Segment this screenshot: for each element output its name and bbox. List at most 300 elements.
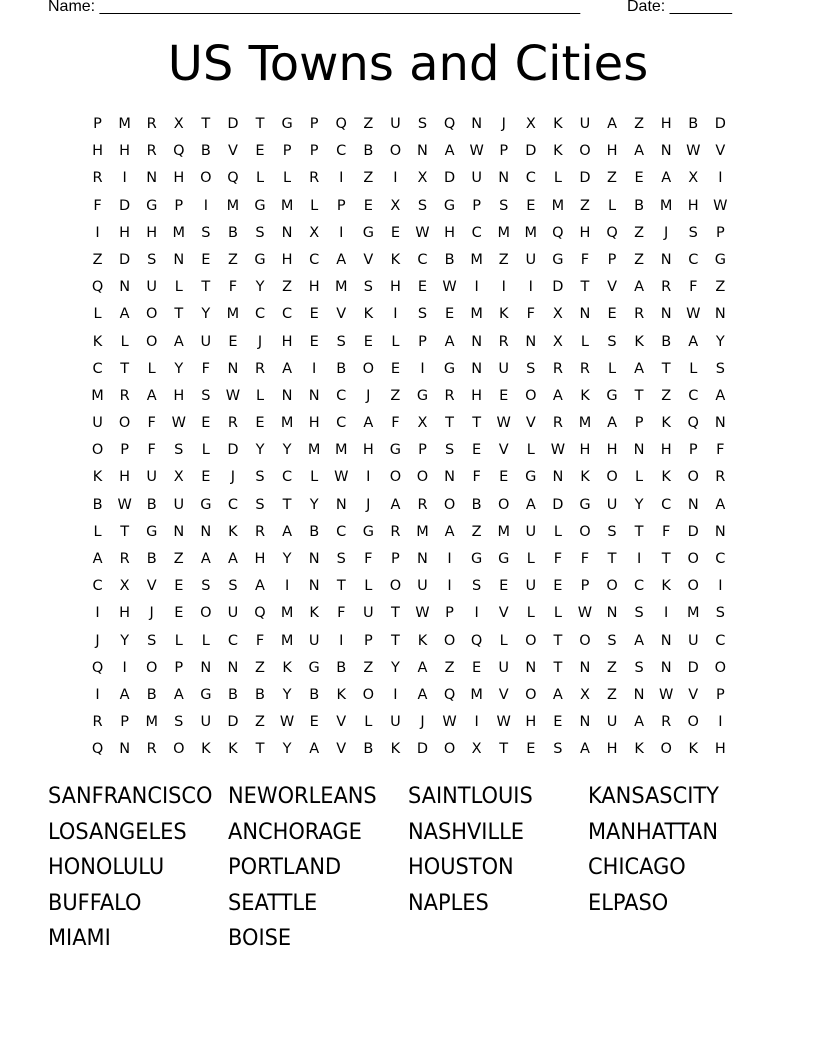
grid-letter: K bbox=[417, 632, 428, 649]
word-list-item: MIAMI bbox=[48, 925, 111, 951]
grid-letter: L bbox=[120, 333, 129, 350]
grid-letter: A bbox=[173, 333, 184, 350]
grid-letter: F bbox=[147, 415, 156, 432]
grid-letter: B bbox=[661, 333, 672, 350]
grid-letter: A bbox=[200, 551, 211, 567]
grid-row bbox=[84, 111, 734, 138]
grid-letter: T bbox=[120, 523, 130, 540]
grid-letter: F bbox=[391, 415, 400, 432]
grid-row bbox=[84, 247, 734, 274]
grid-letter: I bbox=[203, 197, 208, 214]
grid-letter: N bbox=[714, 523, 726, 540]
grid-letter: U bbox=[687, 632, 699, 649]
grid-letter: R bbox=[634, 306, 645, 323]
grid-letter: K bbox=[634, 741, 644, 758]
grid-letter: J bbox=[257, 333, 263, 350]
grid-letter: H bbox=[281, 251, 293, 268]
grid-letter: A bbox=[119, 306, 130, 323]
grid-letter: H bbox=[579, 442, 591, 459]
grid-letter: R bbox=[119, 551, 130, 567]
grid-letter: W bbox=[117, 496, 132, 513]
grid-letter: X bbox=[579, 686, 590, 703]
grid-letter: T bbox=[607, 551, 617, 567]
grid-letter: K bbox=[363, 306, 374, 323]
grid-letter: A bbox=[715, 387, 726, 404]
grid-letter: V bbox=[363, 251, 374, 268]
grid-letter: Y bbox=[201, 306, 211, 323]
grid-letter: S bbox=[255, 496, 265, 513]
grid-letter: O bbox=[145, 333, 158, 350]
grid-letter: T bbox=[201, 279, 211, 296]
grid-letter: R bbox=[552, 360, 563, 377]
grid-letter: R bbox=[309, 170, 320, 187]
grid-letter: L bbox=[364, 578, 373, 595]
grid-letter: M bbox=[497, 224, 510, 241]
grid-letter: Q bbox=[254, 605, 266, 622]
grid-letter: L bbox=[580, 333, 589, 350]
grid-letter: N bbox=[227, 659, 239, 676]
grid-letter: L bbox=[553, 523, 562, 540]
grid-letter: T bbox=[390, 605, 400, 622]
grid-letter: V bbox=[715, 143, 726, 160]
grid-letter: S bbox=[715, 605, 725, 622]
grid-letter: A bbox=[634, 279, 645, 296]
grid-letter: R bbox=[254, 360, 266, 377]
grid-letter: A bbox=[552, 387, 563, 404]
grid-letter: Z bbox=[634, 251, 645, 268]
grid-letter: D bbox=[579, 170, 591, 187]
grid-letter: A bbox=[634, 143, 645, 160]
grid-letter: Z bbox=[255, 714, 265, 731]
grid-letter: G bbox=[146, 523, 158, 540]
grid-letter: T bbox=[445, 415, 454, 432]
grid-letter: E bbox=[499, 578, 509, 595]
grid-letter: P bbox=[93, 116, 102, 132]
grid-letter: P bbox=[472, 197, 481, 214]
grid-letter: A bbox=[579, 741, 590, 758]
grid-letter: A bbox=[173, 686, 184, 703]
grid-letter: T bbox=[634, 523, 644, 540]
word-list-item: MANHATTAN bbox=[588, 818, 718, 845]
grid-letter: P bbox=[363, 632, 373, 649]
grid-letter: T bbox=[499, 741, 509, 758]
grid-letter: G bbox=[146, 197, 158, 214]
grid-letter: A bbox=[417, 659, 428, 676]
grid-letter: E bbox=[472, 659, 482, 676]
grid-letter: H bbox=[119, 224, 131, 241]
grid-letter: B bbox=[146, 551, 157, 567]
grid-letter: A bbox=[661, 170, 672, 187]
grid-letter: H bbox=[525, 714, 537, 731]
grid-letter: Z bbox=[92, 251, 103, 268]
grid-letter: W bbox=[496, 415, 511, 432]
grid-letter: H bbox=[660, 116, 672, 132]
grid-letter: W bbox=[415, 224, 430, 241]
grid-letter: B bbox=[309, 523, 320, 540]
grid-letter: E bbox=[309, 333, 319, 350]
grid-letter: O bbox=[714, 659, 727, 676]
grid-letter: W bbox=[496, 714, 511, 731]
grid-letter: A bbox=[309, 741, 320, 758]
grid-letter: O bbox=[687, 551, 699, 567]
grid-letter: F bbox=[201, 360, 211, 377]
grid-letter: T bbox=[201, 116, 211, 132]
grid-letter: A bbox=[92, 551, 103, 567]
grid-letter: E bbox=[390, 360, 400, 377]
word-list-item: HONOLULU bbox=[48, 854, 165, 880]
grid-letter: M bbox=[118, 116, 131, 132]
grid-letter: N bbox=[444, 469, 455, 486]
grid-letter: H bbox=[687, 197, 699, 214]
grid-letter: R bbox=[498, 333, 509, 350]
grid-letter: E bbox=[499, 387, 509, 404]
grid-letter: L bbox=[283, 170, 292, 187]
grid-letter: F bbox=[364, 551, 373, 567]
grid-letter: N bbox=[335, 496, 347, 513]
grid-letter: D bbox=[119, 251, 131, 268]
grid-letter: L bbox=[201, 442, 210, 459]
grid-letter: W bbox=[686, 143, 701, 160]
grid-letter: O bbox=[118, 415, 131, 432]
grid-letter: R bbox=[444, 387, 455, 404]
grid-letter: K bbox=[553, 116, 563, 132]
grid-letter: H bbox=[173, 170, 185, 187]
grid-letter: R bbox=[92, 170, 103, 187]
grid-letter: T bbox=[174, 306, 184, 323]
grid-letter: E bbox=[390, 224, 400, 241]
grid-letter: E bbox=[201, 251, 211, 268]
grid-letter: U bbox=[227, 605, 239, 622]
grid-letter: N bbox=[119, 741, 131, 758]
grid-letter: F bbox=[580, 551, 590, 567]
grid-letter: R bbox=[661, 714, 672, 731]
grid-letter: F bbox=[255, 632, 265, 649]
grid-letter: R bbox=[661, 279, 672, 296]
grid-letter: L bbox=[526, 551, 535, 567]
grid-letter: I bbox=[474, 605, 479, 622]
grid-letter: I bbox=[393, 170, 398, 187]
word-list bbox=[48, 780, 768, 958]
grid-letter: Z bbox=[282, 279, 293, 296]
grid-letter: N bbox=[498, 170, 510, 187]
grid-letter: P bbox=[418, 442, 427, 459]
grid-letter: R bbox=[119, 387, 130, 404]
grid-letter: Y bbox=[174, 360, 184, 377]
grid-letter: B bbox=[634, 197, 645, 214]
grid-letter: N bbox=[173, 523, 185, 540]
grid-letter: Q bbox=[443, 686, 456, 703]
grid-letter: W bbox=[469, 143, 484, 160]
grid-letter: O bbox=[579, 143, 591, 160]
grid-letter: U bbox=[146, 469, 157, 486]
grid-letter: N bbox=[281, 224, 293, 241]
grid-letter: N bbox=[471, 116, 483, 132]
grid-letter: G bbox=[254, 251, 266, 268]
grid-letter: T bbox=[282, 496, 292, 513]
grid-letter: M bbox=[334, 279, 348, 296]
grid-letter: Z bbox=[363, 170, 374, 187]
grid-letter: C bbox=[227, 496, 238, 513]
grid-letter: P bbox=[688, 442, 698, 459]
grid-letter: L bbox=[174, 632, 183, 649]
grid-letter: P bbox=[715, 224, 725, 241]
grid-letter: M bbox=[524, 224, 538, 241]
grid-letter: S bbox=[526, 360, 536, 377]
grid-letter: I bbox=[122, 659, 127, 676]
grid-letter: K bbox=[336, 686, 346, 703]
grid-letter: L bbox=[255, 170, 265, 187]
grid-letter: E bbox=[363, 197, 373, 214]
grid-letter: E bbox=[309, 714, 319, 731]
grid-letter: O bbox=[525, 387, 537, 404]
grid-letter: J bbox=[664, 224, 669, 241]
grid-letter: H bbox=[308, 279, 320, 296]
grid-letter: K bbox=[92, 333, 103, 350]
grid-letter: U bbox=[390, 116, 401, 132]
grid-row bbox=[84, 274, 734, 301]
grid-letter: I bbox=[474, 714, 479, 731]
grid-letter: O bbox=[525, 686, 537, 703]
grid-letter: E bbox=[363, 333, 373, 350]
grid-letter: U bbox=[498, 659, 510, 676]
grid-letter: U bbox=[92, 415, 103, 432]
grid-letter: L bbox=[93, 523, 102, 540]
grid-letter: S bbox=[255, 224, 265, 241]
grid-letter: M bbox=[470, 306, 483, 323]
grid-letter: I bbox=[339, 632, 344, 649]
grid-letter: M bbox=[307, 442, 321, 459]
grid-letter: Q bbox=[91, 659, 104, 676]
grid-letter: W bbox=[225, 387, 241, 404]
grid-letter: J bbox=[230, 469, 236, 486]
grid-letter: Y bbox=[282, 442, 292, 459]
grid-letter: U bbox=[606, 714, 618, 731]
grid-row bbox=[84, 655, 734, 682]
grid-letter: F bbox=[228, 279, 238, 296]
grid-letter: T bbox=[120, 360, 130, 377]
grid-letter: A bbox=[444, 523, 455, 540]
grid-letter: T bbox=[553, 659, 563, 676]
grid-letter: E bbox=[309, 306, 319, 323]
grid-letter: N bbox=[660, 659, 672, 676]
grid-letter: A bbox=[146, 387, 157, 404]
word-list-item: SAINTLOUIS bbox=[408, 783, 533, 809]
grid-letter: O bbox=[498, 496, 510, 513]
grid-row bbox=[84, 437, 734, 464]
grid-letter: Z bbox=[498, 251, 509, 268]
grid-letter: E bbox=[444, 306, 455, 323]
grid-letter: B bbox=[336, 659, 347, 676]
grid-letter: Z bbox=[390, 387, 401, 404]
grid-letter: Z bbox=[363, 116, 374, 132]
grid-letter: P bbox=[309, 116, 319, 132]
grid-letter: E bbox=[526, 197, 536, 214]
grid-letter: E bbox=[526, 741, 536, 758]
grid-letter: S bbox=[255, 469, 265, 486]
grid-letter: D bbox=[552, 496, 564, 513]
grid-letter: Z bbox=[255, 659, 265, 676]
grid-letter: M bbox=[551, 197, 565, 214]
grid-letter: M bbox=[172, 224, 186, 241]
grid-letter: J bbox=[420, 714, 425, 731]
grid-letter: W bbox=[659, 686, 674, 703]
grid-letter: H bbox=[308, 415, 320, 432]
grid-letter: L bbox=[310, 469, 319, 486]
grid-letter: V bbox=[607, 279, 617, 296]
grid-letter: I bbox=[501, 279, 506, 296]
grid-letter: B bbox=[336, 360, 347, 377]
grid-letter: N bbox=[579, 306, 591, 323]
grid-letter: Q bbox=[606, 224, 618, 241]
grid-letter: X bbox=[390, 197, 401, 214]
grid-letter: L bbox=[93, 306, 102, 323]
grid-letter: R bbox=[92, 714, 103, 731]
word-list-item: NEWORLEANS bbox=[228, 783, 377, 809]
grid-letter: E bbox=[607, 306, 617, 323]
grid-letter: P bbox=[174, 197, 184, 214]
grid-letter: N bbox=[146, 170, 158, 187]
grid-letter: U bbox=[471, 170, 482, 187]
grid-letter: N bbox=[660, 306, 672, 323]
grid-letter: Q bbox=[687, 415, 699, 432]
grid-letter: U bbox=[390, 714, 401, 731]
grid-row bbox=[84, 600, 734, 627]
grid-letter: S bbox=[607, 632, 617, 649]
grid-letter: O bbox=[200, 605, 212, 622]
grid-letter: J bbox=[366, 496, 371, 513]
grid-letter: T bbox=[472, 415, 482, 432]
grid-letter: O bbox=[389, 469, 402, 486]
grid-letter: P bbox=[580, 578, 590, 595]
grid-letter: S bbox=[201, 578, 211, 595]
grid-letter: D bbox=[552, 279, 564, 296]
grid-letter: A bbox=[444, 143, 455, 160]
grid-letter: P bbox=[120, 442, 129, 459]
grid-letter: A bbox=[552, 686, 563, 703]
grid-letter: J bbox=[366, 387, 371, 404]
word-list-item: NASHVILLE bbox=[408, 818, 525, 845]
grid-letter: M bbox=[280, 415, 294, 432]
grid-row bbox=[84, 546, 734, 573]
grid-letter: C bbox=[688, 387, 699, 404]
grid-letter: U bbox=[417, 578, 428, 595]
grid-letter: C bbox=[282, 469, 293, 486]
grid-letter: A bbox=[444, 333, 455, 350]
grid-letter: K bbox=[661, 578, 671, 595]
grid-letter: Z bbox=[634, 224, 645, 241]
grid-letter: U bbox=[308, 632, 320, 649]
grid-letter: F bbox=[689, 279, 698, 296]
grid-letter: H bbox=[119, 143, 131, 160]
grid-letter: W bbox=[415, 605, 430, 622]
grid-letter: I bbox=[718, 578, 723, 595]
grid-letter: M bbox=[226, 197, 240, 214]
grid-letter: B bbox=[688, 116, 699, 132]
grid-letter: O bbox=[606, 578, 618, 595]
grid-letter: O bbox=[443, 632, 456, 649]
grid-row bbox=[84, 464, 734, 491]
grid-letter: H bbox=[254, 551, 266, 567]
grid-row bbox=[84, 736, 734, 763]
grid-letter: K bbox=[228, 523, 238, 540]
grid-row bbox=[84, 383, 734, 410]
grid-letter: N bbox=[606, 605, 618, 622]
grid-letter: M bbox=[497, 523, 510, 540]
grid-letter: H bbox=[362, 442, 374, 459]
grid-letter: G bbox=[471, 551, 483, 567]
grid-letter: N bbox=[200, 523, 212, 540]
grid-letter: N bbox=[525, 659, 537, 676]
name-field: Name: ______________________________________________________ bbox=[48, 0, 581, 15]
grid-letter: I bbox=[312, 360, 317, 377]
grid-letter: Y bbox=[282, 741, 292, 758]
grid-letter: M bbox=[280, 197, 294, 214]
grid-letter: I bbox=[718, 170, 723, 187]
grid-letter: K bbox=[309, 605, 319, 622]
grid-letter: G bbox=[579, 496, 591, 513]
grid-letter: F bbox=[580, 251, 590, 268]
grid-letter: Z bbox=[173, 551, 184, 567]
grid-letter: X bbox=[119, 578, 130, 595]
grid-letter: N bbox=[579, 659, 591, 676]
grid-letter: F bbox=[147, 442, 156, 459]
grid-letter: W bbox=[442, 279, 457, 296]
grid-letter: I bbox=[664, 605, 669, 622]
grid-letter: A bbox=[336, 251, 347, 268]
grid-letter: P bbox=[634, 415, 644, 432]
grid-letter: R bbox=[579, 360, 590, 377]
grid-letter: E bbox=[499, 469, 509, 486]
grid-letter: H bbox=[606, 143, 618, 160]
grid-letter: W bbox=[279, 714, 295, 731]
grid-letter: P bbox=[607, 251, 617, 268]
grid-letter: T bbox=[336, 578, 346, 595]
grid-letter: E bbox=[255, 143, 265, 160]
grid-letter: A bbox=[363, 415, 374, 432]
grid-letter: L bbox=[499, 632, 508, 649]
grid-letter: L bbox=[689, 360, 698, 377]
grid-letter: E bbox=[201, 469, 211, 486]
grid-letter: R bbox=[552, 415, 563, 432]
grid-letter: Q bbox=[335, 116, 347, 132]
grid-letter: K bbox=[282, 659, 292, 676]
grid-letter: E bbox=[174, 578, 184, 595]
grid-letter: M bbox=[91, 387, 104, 404]
grid-letter: P bbox=[715, 686, 725, 703]
grid-letter: S bbox=[688, 224, 698, 241]
grid-letter: P bbox=[499, 143, 509, 160]
grid-letter: G bbox=[443, 197, 456, 214]
grid-letter: G bbox=[714, 251, 726, 268]
grid-letter: F bbox=[472, 469, 481, 486]
grid-letter: O bbox=[525, 632, 537, 649]
grid-letter: K bbox=[553, 143, 563, 160]
grid-letter: S bbox=[336, 551, 346, 567]
grid-letter: P bbox=[391, 551, 400, 567]
grid-letter: S bbox=[201, 224, 211, 241]
grid-letter: A bbox=[282, 360, 293, 377]
grid-letter: C bbox=[634, 578, 645, 595]
grid-letter: O bbox=[389, 143, 402, 160]
grid-letter: S bbox=[417, 116, 428, 132]
grid-letter: C bbox=[336, 415, 347, 432]
grid-letter: Z bbox=[363, 659, 374, 676]
grid-letter: O bbox=[687, 714, 699, 731]
grid-letter: X bbox=[173, 469, 184, 486]
grid-letter: I bbox=[284, 578, 290, 595]
grid-letter: D bbox=[416, 741, 429, 758]
grid-letter: S bbox=[147, 251, 157, 268]
